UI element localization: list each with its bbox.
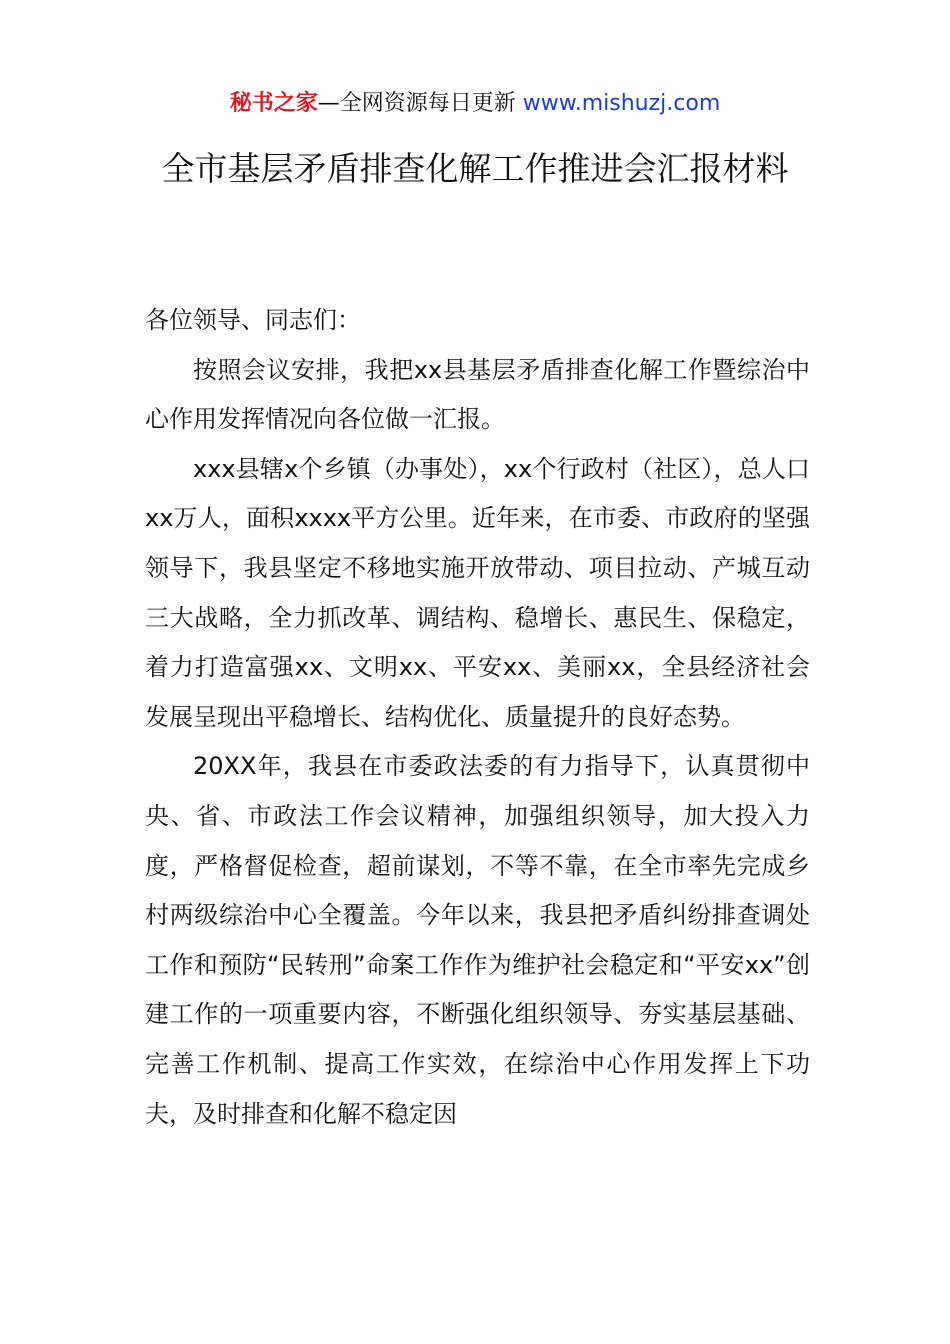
salutation: 各位领导、同志们：	[145, 306, 361, 334]
paragraph: xxx县辖x个乡镇（办事处），xx个行政村（社区），总人口xx万人，面积xxxx平方公里。近年来，在市委、市政府的坚强领导下，我县坚定不移地实施开放带动、项目拉动、产城互动三大战略，全力抓改革、调结构、稳增长、惠民生、保稳定，着力打造富强xx、文明xx、平安xx、美丽xx，全县经济社会发展呈现出平稳增长、结构优化、质量提升的良好态势。	[145, 454, 810, 731]
site-tagline: —全网资源每日更新	[317, 91, 523, 116]
paragraph: 20XX年，我县在市委政法委的有力指导下，认真贯彻中央、省、市政法工作会议精神，加强组织领导，加大投入力度，严格督促检查，超前谋划，不等不靠，在全市率先完成乡村两级综治中心全覆盖。今年以来，我县把矛盾纠纷排查调处工作和预防“民转刑”命案工作作为维护社会稳定和“平安xx”创建工作的一项重要内容，不断强化组织领导、夯实基层基础、完善工作机制、提高工作实效，在综治中心作用发挥上下功夫，及时排查和化解不稳定因	[145, 752, 810, 1128]
site-url-link[interactable]: www.mishuzj.com	[522, 91, 721, 116]
document-title: 全市基层矛盾排查化解工作推进会汇报材料	[161, 149, 789, 188]
site-brand: 秘书之家	[229, 91, 318, 116]
site-header	[0, 88, 950, 120]
document-body	[145, 296, 810, 1139]
paragraph: 按照会议安排，我把xx县基层矛盾排查化解工作暨综治中心作用发挥情况向各位做一汇报。	[145, 355, 810, 434]
